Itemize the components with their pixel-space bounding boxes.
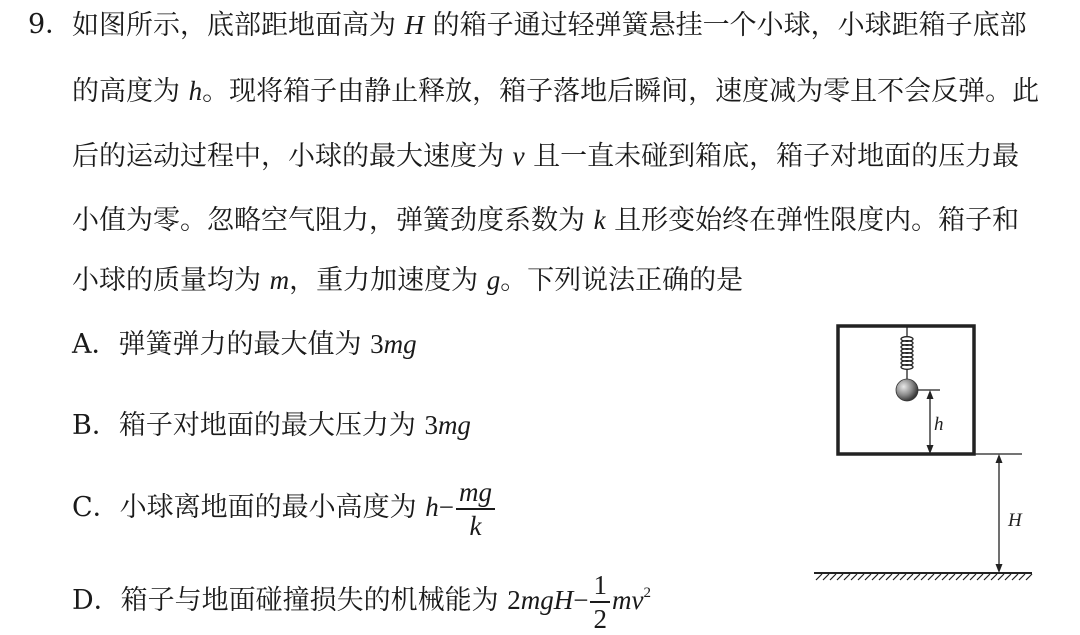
- H-label: H: [1008, 510, 1022, 531]
- ground-hatch: [949, 574, 955, 580]
- option-a-label: A．: [72, 329, 119, 360]
- ground-hatch: [844, 574, 850, 580]
- ground-hatch: [837, 574, 843, 580]
- question-line-2: 的高度为 h。现将箱子由静止释放，箱子落地后瞬间，速度减为零且不会反弹。此: [72, 76, 1040, 107]
- option-b-text: 箱子对地面的最大压力为: [118, 410, 425, 441]
- ground-hatch: [1019, 574, 1025, 580]
- ground-hatch: [1012, 574, 1018, 580]
- ground-hatch: [872, 574, 878, 580]
- option-c-text: 小球离地面的最小高度为: [119, 492, 426, 523]
- option-c-label: C．: [72, 492, 120, 523]
- box-spring-ball-figure: [800, 318, 1050, 593]
- ground-hatch: [956, 574, 962, 580]
- option-c[interactable]: C．小球离地面的最小高度为 h− $\frac{mg}{k}$: [72, 474, 497, 542]
- option-a[interactable]: A．弹簧弹力的最大值为 3mg: [72, 329, 417, 360]
- spring: [901, 326, 913, 380]
- ground-hatch: [1026, 574, 1032, 580]
- ground-hatch: [914, 574, 920, 580]
- ground-hatch: [851, 574, 857, 580]
- ground-hatch: [865, 574, 871, 580]
- option-d-fraction: $\frac{1}{2}$: [590, 569, 610, 635]
- ground-hatch: [963, 574, 969, 580]
- option-a-text: 弹簧弹力的最大值为: [118, 329, 371, 360]
- option-c-fraction: $\frac{mg}{k}$: [456, 476, 495, 542]
- ground-hatch: [823, 574, 829, 580]
- ground-hatch: [830, 574, 836, 580]
- ball: [896, 379, 918, 401]
- ground-hatch: [991, 574, 997, 580]
- question-line-5: 小球的质量均为 m，重力加速度为 g。下列说法正确的是: [72, 265, 744, 296]
- h-label: h: [934, 414, 944, 435]
- ground-hatch: [928, 574, 934, 580]
- ground: [814, 573, 1032, 580]
- ground-hatch: [921, 574, 927, 580]
- ground-hatch: [935, 574, 941, 580]
- ground-hatch: [984, 574, 990, 580]
- ground-hatch: [858, 574, 864, 580]
- ground-hatch: [977, 574, 983, 580]
- ground-hatch: [879, 574, 885, 580]
- ground-hatch: [970, 574, 976, 580]
- ground-hatch: [942, 574, 948, 580]
- option-b-label: B．: [72, 410, 119, 441]
- ground-hatch: [907, 574, 913, 580]
- ground-hatch: [893, 574, 899, 580]
- ground-hatch: [900, 574, 906, 580]
- ground-hatch: [816, 574, 822, 580]
- option-b[interactable]: B．箱子对地面的最大压力为 3mg: [72, 410, 471, 441]
- question-number: 9．: [28, 9, 73, 40]
- question-line-3: 后的运动过程中，小球的最大速度为 v 且一直未碰到箱底，箱子对地面的压力最: [72, 141, 1020, 172]
- ground-hatch: [998, 574, 1004, 580]
- question-line-1: 如图所示，底部距地面高为 H 的箱子通过轻弹簧悬挂一个小球，小球距箱子底部: [72, 10, 1027, 41]
- ground-hatch: [1005, 574, 1011, 580]
- option-d-label: D．: [72, 585, 121, 616]
- ground-hatch: [886, 574, 892, 580]
- question-line-4: 小值为零。忽略空气阻力，弹簧劲度系数为 k 且形变始终在弹性限度内。箱子和: [72, 205, 1020, 236]
- option-d-text: 箱子与地面碰撞损失的机械能为: [120, 585, 508, 616]
- option-d[interactable]: D．箱子与地面碰撞损失的机械能为 2mgH− $\frac{1}{2}$ $mv^2$: [72, 569, 651, 634]
